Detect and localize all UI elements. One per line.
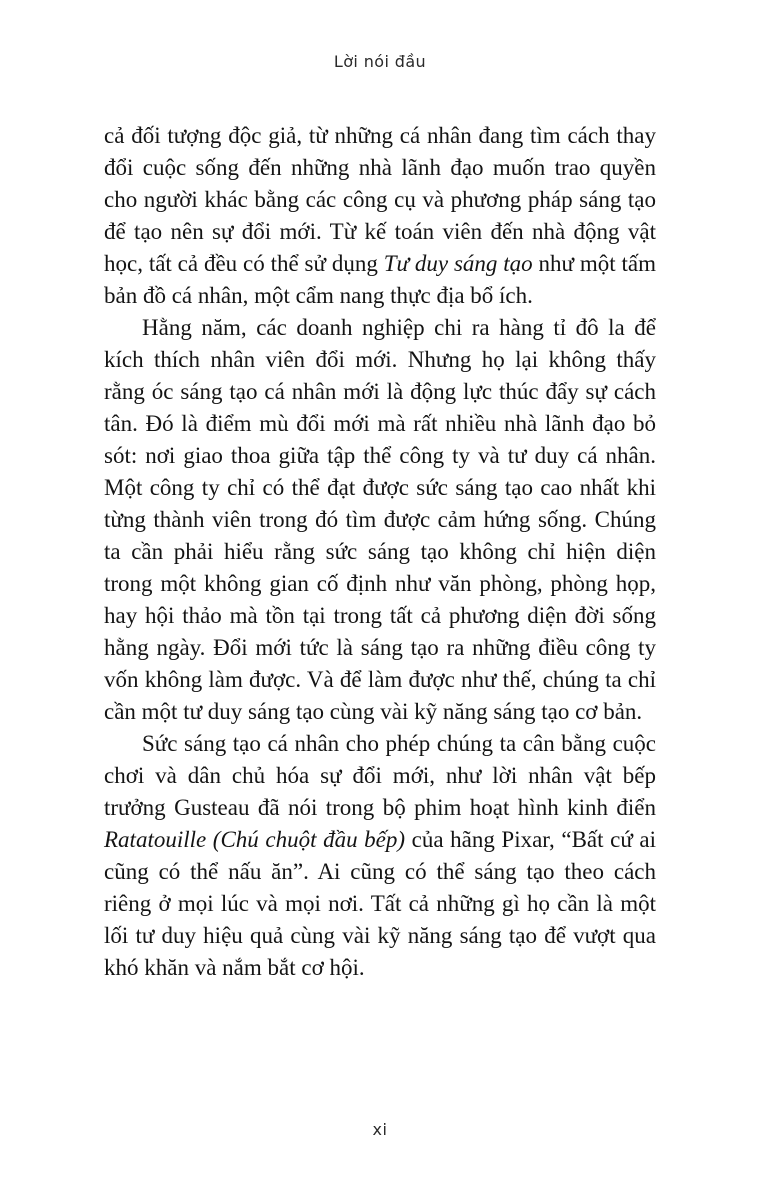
text-run: như một tấm bản đồ cá nhân, một cẩm nang thực địa bổ ích.: [104, 251, 657, 308]
text-run: của hãng Pixar, “Bất cứ ai cũng có thể nấu ăn”. Ai cũng có thể sáng tạo theo cách riêng ở mọi lúc và mọi nơi. Tất cả những gì họ cần là một lối tư duy hiệu quả cùng vài kỹ năng sáng tạo để vượt qua khó khăn và nắm bắt cơ hội.: [104, 827, 656, 980]
paragraph: [104, 120, 656, 312]
italic-run: Tư duy sáng tạo: [383, 251, 533, 276]
running-header: Lời nói đầu: [333, 52, 427, 71]
body-text: [104, 120, 656, 984]
text-run: Sức sáng tạo cá nhân cho phép chúng ta cân bằng cuộc chơi và dân chủ hóa sự đổi mới, như lời nhân vật bếp trưởng Gusteau đã nói trong bộ phim hoạt hình kinh điển: [104, 731, 656, 820]
text-run: Hằng năm, các doanh nghiệp chi ra hàng tỉ đô la để kích thích nhân viên đổi mới. Nhưng họ lại không thấy rằng óc sáng tạo cá nhân mới là động lực thúc đẩy sự cách tân. Đó là điểm mù đổi mới mà rất nhiều nhà lãnh đạo bỏ sót: nơi giao thoa giữa tập thể công ty và tư duy cá nhân. Một công ty chỉ có thể đạt được sức sáng tạo cao nhất khi từng thành viên trong đó tìm được cảm hứng sống. Chúng ta cần phải hiểu rằng sức sáng tạo không chỉ hiện diện trong một không gian cố định như văn phòng, phòng họp, hay hội thảo mà tồn tại trong tất cả phương diện đời sống hằng ngày. Đổi mới tức là sáng tạo ra những điều công ty vốn không làm được. Và để làm được như thế, chúng ta chỉ cần một tư duy sáng tạo cùng vài kỹ năng sáng tạo cơ bản.: [104, 315, 656, 724]
page-number: xi: [372, 1120, 388, 1139]
paragraph: [104, 728, 656, 984]
paragraph: [104, 312, 656, 728]
italic-run: Ratatouille (Chú chuột đầu bếp): [104, 827, 406, 852]
text-run: cả đối tượng độc giả, từ những cá nhân đang tìm cách thay đổi cuộc sống đến những nhà lãnh đạo muốn trao quyền cho người khác bằng các công cụ và phương pháp sáng tạo để tạo nên sự đổi mới. Từ kế toán viên đến nhà động vật học, tất cả đều có thể sử dụng: [104, 123, 656, 276]
